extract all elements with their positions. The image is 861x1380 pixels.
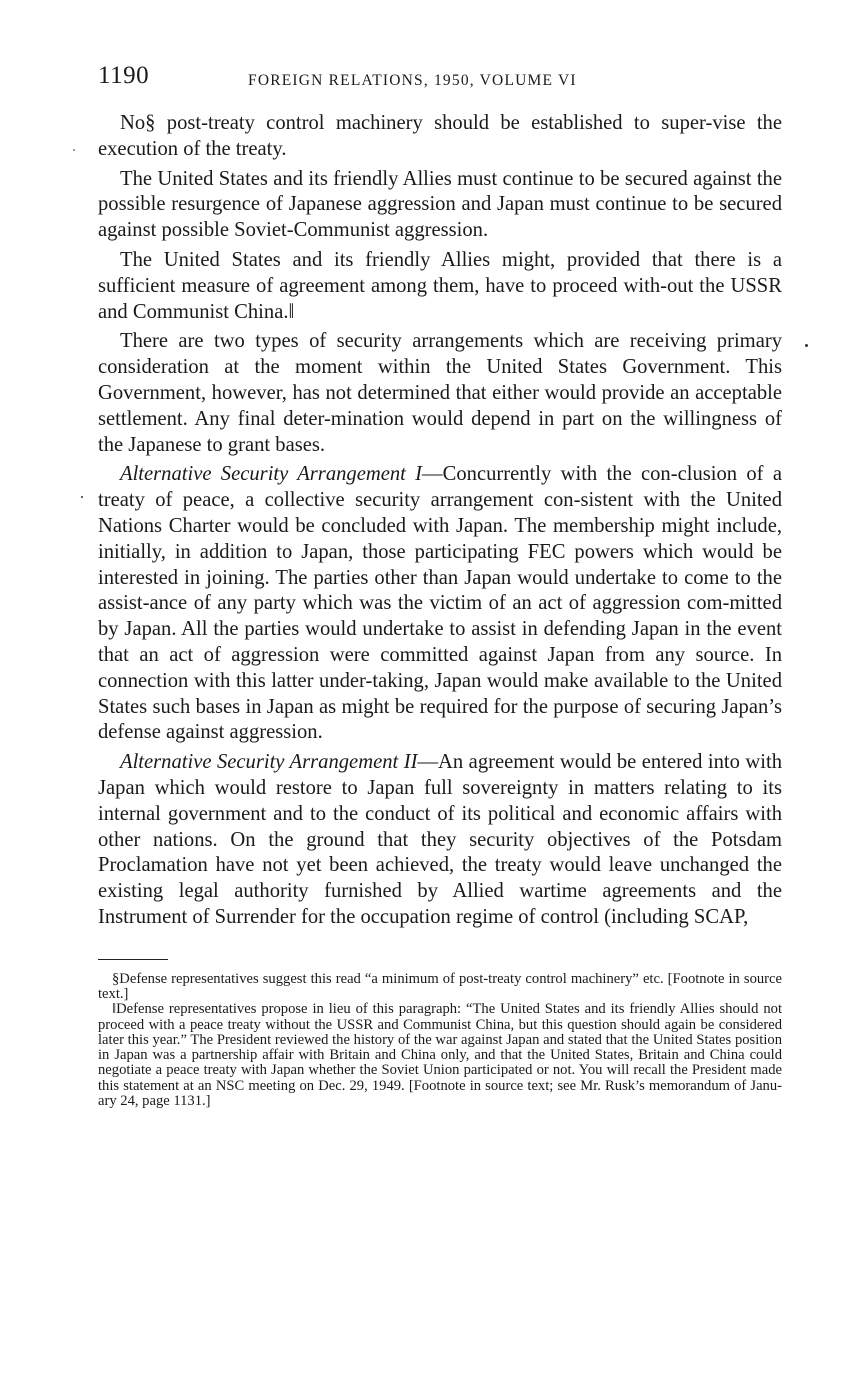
paragraph-secured-against-aggression: [98, 167, 782, 244]
scan-speck: [73, 149, 75, 151]
footnote-section-mark: [98, 972, 782, 1003]
body-text: [98, 111, 782, 931]
paragraph-two-security-arrangements: [98, 329, 782, 458]
footnote-marker: §: [112, 970, 120, 987]
document-page: [98, 58, 782, 1109]
page-number: 1190: [98, 62, 150, 89]
paragraph-text: —Concurrently with the con-clusion of a treaty of peace, a collective security arrangement con-sistent with the United Nations Charter would be concluded with Japan. The membership might include, initially, in addition to Japan, those participating FEC powers which would be interested in joining. The parties other than Japan would undertake to come to the assist-ance of any party which was the victim of an act of aggression com-mitted by Japan. All the parties would undertake to assist in defending Japan in the event that an act of aggression were committed against Japan from any source. In connection with this latter under-taking, Japan would make available to the United States such bases in Japan as might be required for the purpose of securing Japan’s defense against aggression.: [98, 463, 782, 744]
paragraph-lead-italic: Alternative Security Arrangement I: [120, 463, 423, 486]
scan-speck: [81, 496, 83, 498]
paragraph-text: The United States and its friendly Allies must continue to be secured against the possible resurgence of Japanese aggression and Japan must continue to be secured against possible Soviet-Communist aggression.: [98, 167, 782, 242]
paragraph-no-control-machinery: [98, 111, 782, 163]
running-head: [98, 58, 782, 98]
footnote-separator: [98, 959, 168, 960]
paragraph-arrangement-two: [98, 750, 782, 931]
paragraph-text: No§ post-treaty control machinery should be established to super-vise the execution of the treaty.: [98, 112, 782, 160]
footnote-text: Defense representatives suggest this read “a minimum of post-treaty control machinery” etc. [Footnote in source text.]: [98, 970, 782, 1002]
paragraph-text: The United States and its friendly Allies might, provided that there is a sufficient measure of agreement among them, have to proceed with-out the USSR and Communist China.‖: [98, 248, 782, 323]
scan-speck: [805, 344, 808, 347]
paragraph-proceed-without-ussr: [98, 248, 782, 325]
footnote-parallel-mark: [98, 1002, 782, 1109]
footnote-text: Defense representatives propose in lieu of this paragraph: “The United States and its friendly Allies should not proceed with a peace treaty without the USSR and Communist China, but this question should again be considered later this year.” The President reviewed the history of the war against Japan and stated that the United States position in Japan was a partnership affair with Britain and China only, and that the United States, Britain and China could negotiate a peace treaty with Japan whether the Soviet Union participated or not. You will recall the President made this statement at an NSC meeting on Dec. 29, 1949. [Footnote in source text; see Mr. Rusk’s memorandum of Janu-ary 24, page 1131.]: [98, 1001, 782, 1110]
running-head-title: FOREIGN RELATIONS, 1950, VOLUME VI: [248, 72, 577, 89]
paragraph-lead-italic: Alternative Security Arrangement II: [120, 751, 418, 774]
paragraph-text: There are two types of security arrangements which are receiving primary consideration at the moment within the United States Government. This Government, however, has not determined that either would provide an acceptable settlement. Any final deter-mination would depend in part on the willingness of the Japanese to grant bases.: [98, 330, 782, 456]
footnote-marker: ‖: [112, 1001, 117, 1018]
paragraph-text: —An agreement would be entered into with Japan which would restore to Japan full sovereignty in matters relating to its internal government and to the conduct of its political and economic affairs with other nations. On the ground that they security objectives of the Potsdam Proclamation have not yet been achieved, the treaty would leave unchanged the existing legal authority furnished by Allied wartime agreements and the Instrument of Surrender for the occupation regime of control (including SCAP,: [98, 751, 782, 928]
paragraph-arrangement-one: [98, 462, 782, 746]
footnotes: [98, 972, 782, 1110]
